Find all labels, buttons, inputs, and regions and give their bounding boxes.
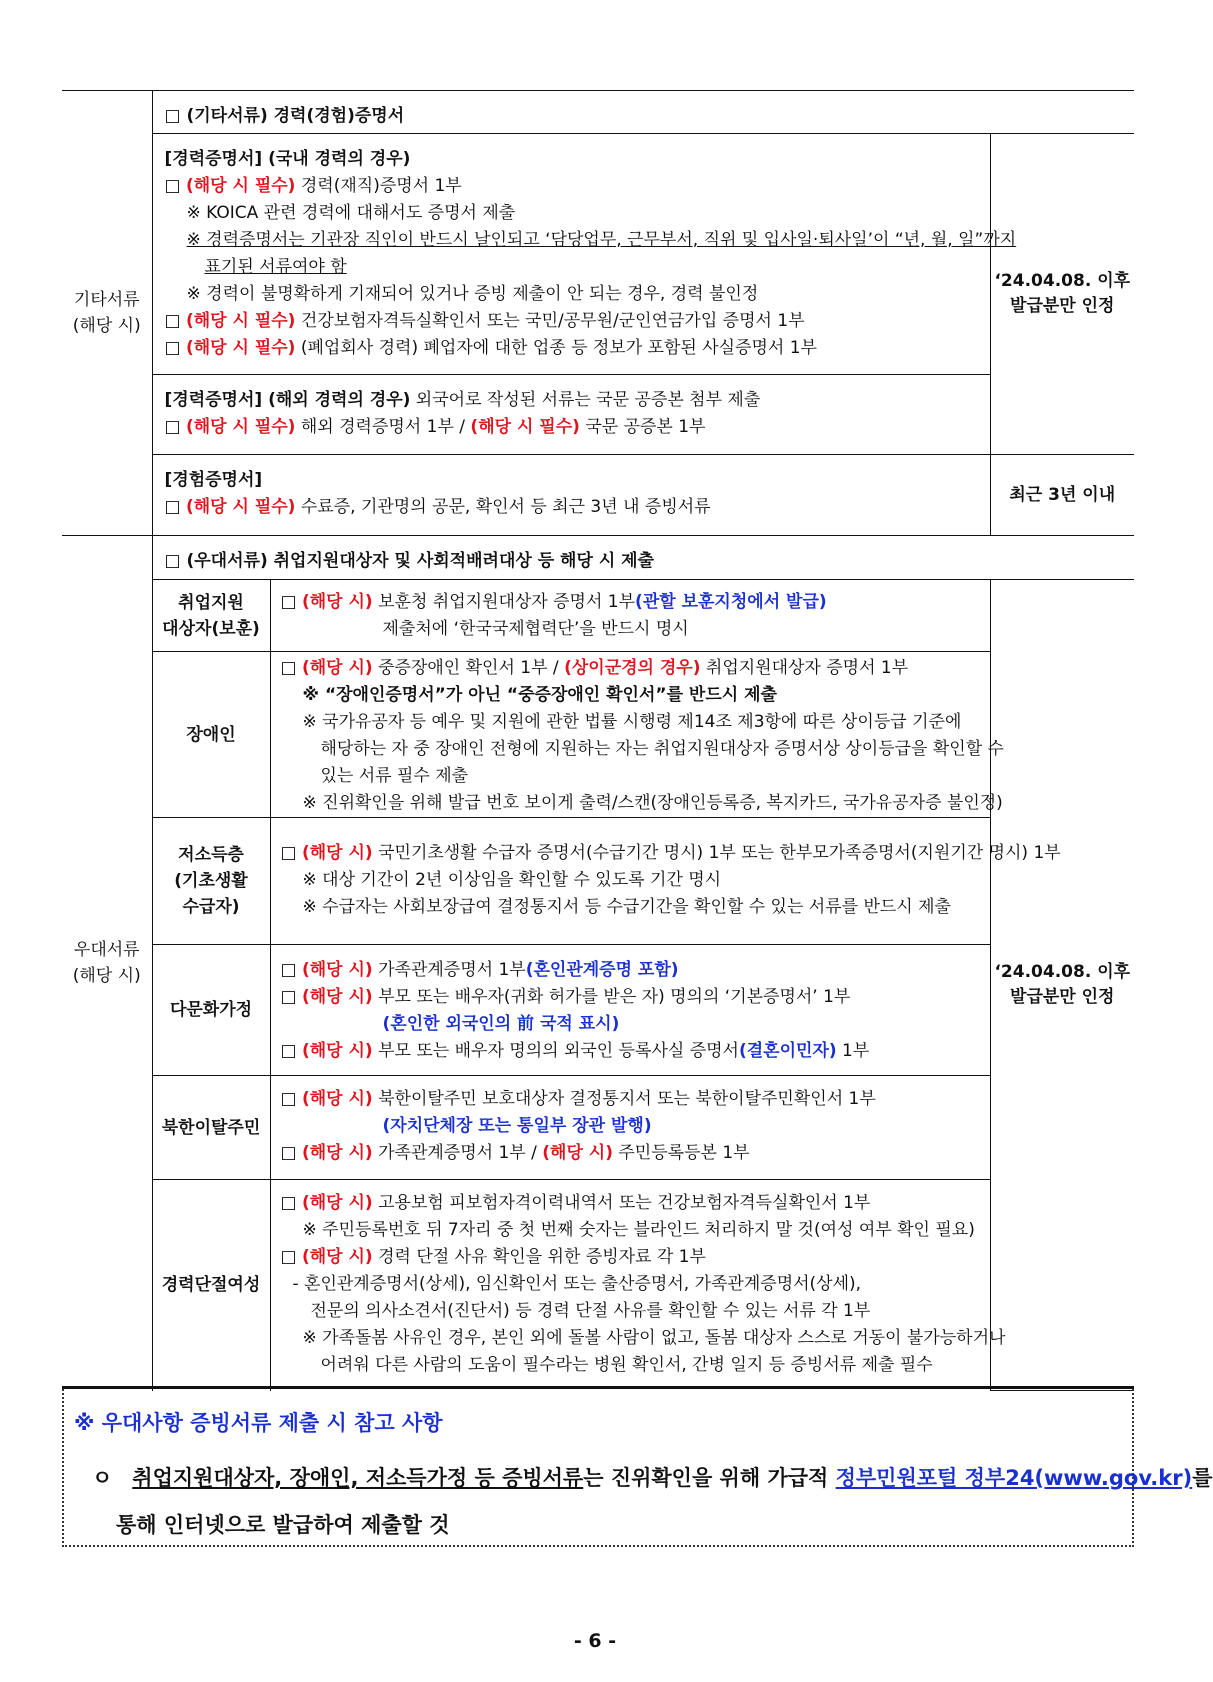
- multicultural-label: 다문화가정: [152, 945, 270, 1076]
- defector-label: 북한이탈주민: [152, 1076, 270, 1180]
- lowincome-label: 저소득층 (기초생활 수급자): [152, 818, 270, 945]
- overseas-career-cell: [경력증명서] (해외 경력의 경우) 외국어로 작성된 서류는 국문 공증본 첨부 제출 □ (해당 시 필수) 해외 경력증명서 1부 / (해당 시 필수) 국문 공증본 1부: [152, 375, 990, 455]
- disabled-label: 장애인: [152, 652, 270, 818]
- career-break-label: 경력단절여성: [152, 1180, 270, 1391]
- reference-title: ※ 우대사항 증빙서류 제출 시 참고 사항: [74, 1411, 443, 1435]
- other-docs-issue-note: ‘24.04.08. 이후 발급분만 인정: [990, 134, 1134, 455]
- pref-docs-header: □ (우대서류) 취업지원대상자 및 사회적배려대상 등 해당 시 제출: [152, 536, 1134, 580]
- other-docs-header: □ (기타서류) 경력(경험)증명서: [152, 91, 1134, 134]
- veteran-label: 취업지원 대상자(보훈): [152, 580, 270, 652]
- pref-docs-issue-note: ‘24.04.08. 이후 발급분만 인정: [990, 580, 1134, 1391]
- multicultural-cell: □ (해당 시) 가족관계증명서 1부(혼인관계증명 포함) □ (해당 시) 부모 또는 배우자(귀화 허가를 받은 자) 명의의 ‘기본증명서’ 1부 (혼인한 외국인의 前 국적 표시) □ (해당 시) 부모 또는 배우자 명의의 외국인 등록사실 증명서(결혼이민자) 1부: [270, 945, 990, 1076]
- other-docs-category: 기타서류 (해당 시): [62, 91, 152, 536]
- reference-line-1: ㅇ 취업지원대상자, 장애인, 저소득가정 등 증빙서류는 진위확인을 위해 가급적 정부민원포털 정부24(www.gov.kr)를: [92, 1466, 1213, 1490]
- document-table: [62, 90, 1134, 1391]
- gov24-link[interactable]: 정부민원포털 정부24(www.gov.kr): [835, 1466, 1193, 1490]
- veteran-cell: □ (해당 시) 보훈청 취업지원대상자 증명서 1부(관할 보훈지청에서 발급) 제출처에 ‘한국국제협력단’을 반드시 명시: [270, 580, 990, 652]
- career-break-cell: □ (해당 시) 고용보험 피보험자격이력내역서 또는 건강보험자격득실확인서 1부 ※ 주민등록번호 뒤 7자리 중 첫 번째 숫자는 블라인드 처리하지 말 것(여성 여부 확인 필요) □ (해당 시) 경력 단절 사유 확인을 위한 증빙자료 각 1부 - 혼인관계증명서(상세), 임신확인서 또는 출산증명서, 가족관계증명서(상세), 전문의 의사소견서(진단서) 등 경력 단절 사유를 확인할 수 있는 서류 각 1부 ※ 가족돌봄 사유인 경우, 본인 외에 돌볼 사람이 없고, 돌봄 대상자 스스로 거동이 불가능하거나 어려워 다른 사람의 도움이 필수라는 병원 확인서, 간병 일지 등 증빙서류 제출 필수: [270, 1180, 990, 1391]
- reference-line-2: 통해 인터넷으로 발급하여 제출할 것: [116, 1513, 450, 1537]
- domestic-career-cell: [경력증명서] (국내 경력의 경우) □ (해당 시 필수) 경력(재직)증명서 1부 ※ KOICA 관련 경력에 대해서도 증명서 제출 ※ 경력증명서는 기관장 직인이 반드시 날인되고 ‘담당업무, 근무부서, 직위 및 입사일·퇴사일’이 “년, 월, 일”까지 표기된 서류여야 함 ※ 경력이 불명확하게 기재되어 있거나 증빙 제출이 안 되는 경우, 경력 불인정 □ (해당 시 필수) 건강보험자격득실확인서 또는 국민/공무원/군인연금가입 증명서 1부 □ (해당 시 필수) (폐업회사 경력) 폐업자에 대한 업종 등 정보가 포함된 사실증명서 1부: [152, 134, 990, 375]
- pref-docs-category: 우대서류 (해당 시): [62, 536, 152, 1391]
- page-number: - 6 -: [573, 1630, 617, 1652]
- reference-box: [62, 1389, 1213, 1547]
- experience-cell: [경험증명서] □ (해당 시 필수) 수료증, 기관명의 공문, 확인서 등 최근 3년 내 증빙서류: [152, 455, 990, 536]
- disabled-cell: □ (해당 시) 중증장애인 확인서 1부 / (상이군경의 경우) 취업지원대상자 증명서 1부 ※ “장애인증명서”가 아닌 “중증장애인 확인서”를 반드시 제출 ※ 국가유공자 등 예우 및 지원에 관한 법률 시행령 제14조 제3항에 따른 상이등급 기준에 해당하는 자 중 장애인 전형에 지원하는 자는 취업지원대상자 증명서상 상이등급을 확인할 수 있는 서류 필수 제출 ※ 진위확인을 위해 발급 번호 보이게 출력/스캔(장애인등록증, 복지카드, 국가유공자증 불인정): [270, 652, 990, 818]
- defector-cell: □ (해당 시) 북한이탈주민 보호대상자 결정통지서 또는 북한이탈주민확인서 1부 (자치단체장 또는 통일부 장관 발행) □ (해당 시) 가족관계증명서 1부 / (해당 시) 주민등록등본 1부: [270, 1076, 990, 1180]
- experience-issue-note: 최근 3년 이내: [990, 455, 1134, 536]
- lowincome-cell: □ (해당 시) 국민기초생활 수급자 증명서(수급기간 명시) 1부 또는 한부모가족증명서(지원기간 명시) 1부 ※ 대상 기간이 2년 이상임을 확인할 수 있도록 기간 명시 ※ 수급자는 사회보장급여 결정통지서 등 수급기간을 확인할 수 있는 서류를 반드시 제출: [270, 818, 990, 945]
